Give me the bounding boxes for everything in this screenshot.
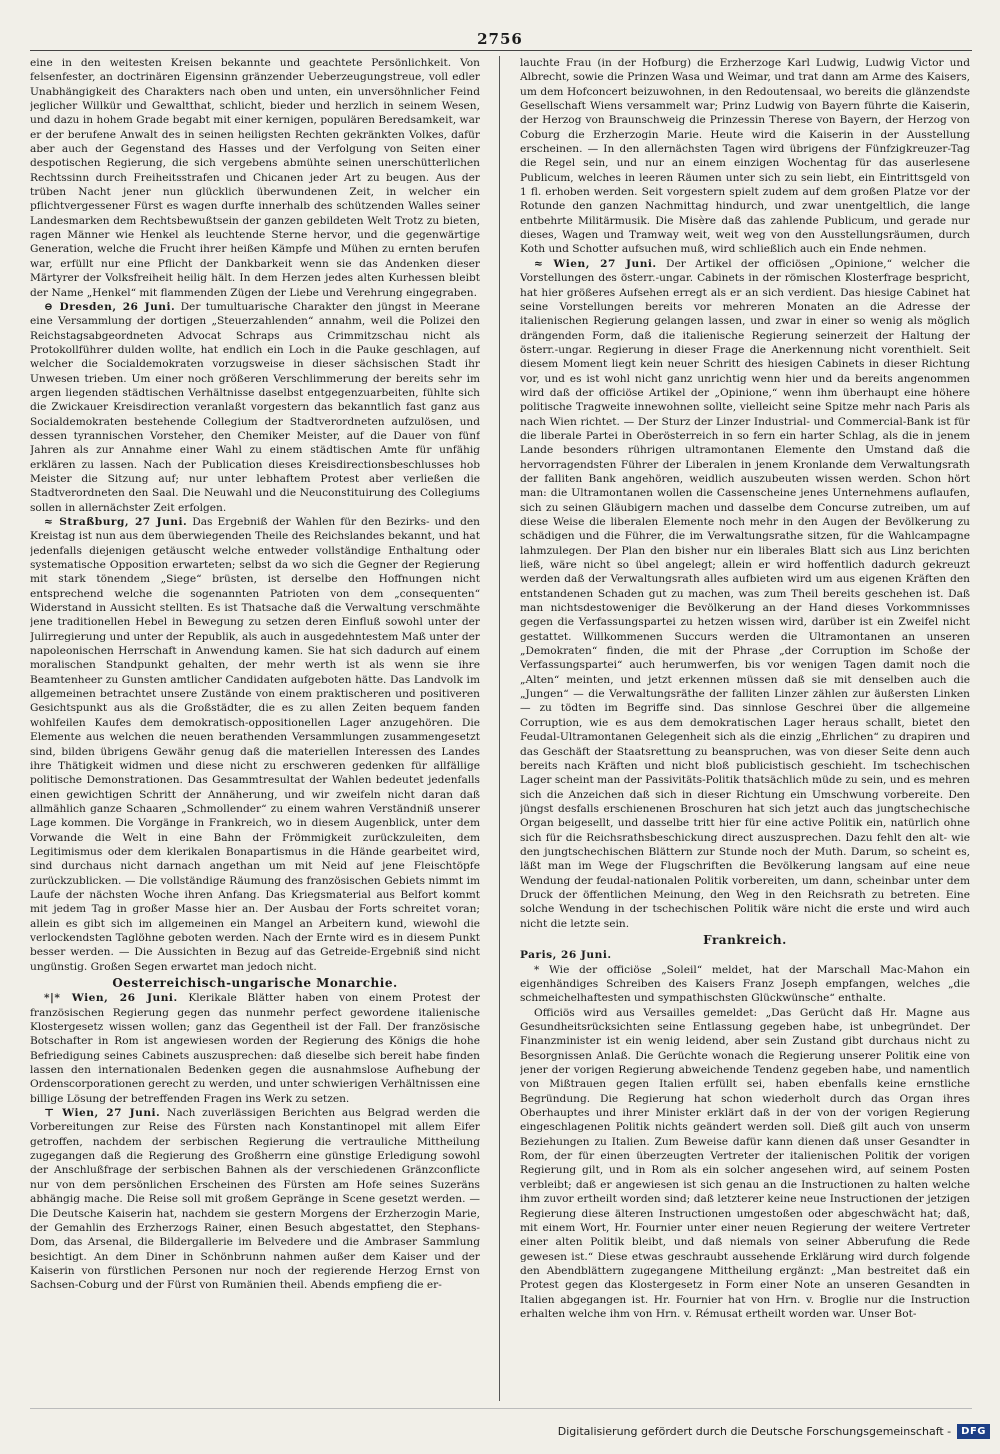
dateline: ≈ Straßburg, 27 Juni. bbox=[44, 516, 188, 528]
footer-credit: Digitalisierung gefördert durch die Deutsche Forschungsgemeinschaft - bbox=[557, 1425, 952, 1438]
article-paragraph bbox=[520, 257, 970, 931]
article-paragraph: * Wie der officiöse „Soleil“ meldet, hat der Marschall Mac-Mahon ein eigenhändiges Schreiben des Kaisers Franz Joseph empfangen, welches „die schmeichelhaftesten und sympathischsten Glückwünsche“ enthalte. bbox=[520, 963, 970, 1005]
section-heading: Oesterreichisch-ungarische Monarchie. bbox=[112, 976, 398, 990]
right-column bbox=[520, 56, 970, 1401]
paragraph-text: Der tumultuarische Charakter den jüngst in Meerane eine Versammlung der dortigen „Steuerzahlenden“ annahm, weil die Polizei den Reichstagsabgeordneten Advocat Schraps aus Crimmitzschau nicht als Protokollführer dulden wollte, hat endlich ein Loch in die Pauke geschlagen, auf welcher die Socialdemokraten vorzugsweise in dieser sächsischen Stadt ihr Unwesen trieben. Um einer noch größeren Verschlimmerung der bereits sehr im argen liegenden städtischen Verhältnisse daselbst entgegenzuarbeiten, fühlte sich die Zwickauer Kreisdirection veranlaßt vorgestern das bekanntlich fast ganz aus Socialdemokraten bestehende Collegium der Stadtverordneten aufzulösen, und dessen tyrannischen Vorsteher, den Chemiker Meister, auf die Dauer von fünf Jahren als zur Annahme einer Wahl zu einem städtischen Amte für unfähig erklären zu lassen. Nach der Publication dieses Kreisdirectionsbeschlusses hob Meister die Sitzung auf; nur unter lebhaftem Protest aber verließen die Stadtverordneten den Saal. Die Neuwahl und die Neuconstituirung des Collegiums sollen in allernächster Zeit erfolgen. bbox=[30, 300, 480, 514]
paragraph-text: Der Artikel der officiösen „Opinione,“ welcher die Vorstellungen des österr.-ungar. Cabinets in der römischen Klosterfrage bespricht, hat hier größeres Aufsehen erregt als er an sich verdient. Das hiesige Cabinet hat seine Vorstellungen bereits vor mehreren Monaten an die Adresse der italienischen Regierung gelangen lassen, und zwar in einer so wenig als möglich drängenden Form, daß die italienische Regierung seinerzeit der Haltung der österr.-ungar. Regierung in dieser Frage die Anerkennung nicht vorenthielt. Seit diesem Moment liegt kein neuer Schritt des hiesigen Cabinets in dieser Richtung vor, und es ist wohl nicht ganz unrichtig wenn hier und da bereits angenommen wird daß der officiöse Artikel der „Opinione,“ wenn ihm überhaupt eine höhere politische Tragweite innewohnen sollte, vielleicht seine Spitze mehr nach Paris als nach Wien richtet. — Der Sturz der Linzer Industrial- und Commercial-Bank ist für die liberale Partei in Oberösterreich in so fern ein harter Schlag, als die in jenem Lande besonders rührigen ultramontanen Elemente den Umstand daß die hervorragendsten Führer der Liberalen in jenem Kronlande dem Verwaltungsrath der falliten Bank angehören, weidlich auszubeuten wissen werden. Schon hört man: die Ultramontanen wollen die Cassenscheine jenes Unternehmens auflaufen, sich zu seinen Gläubigern machen und dasselbe dem Concurse zutreiben, um auf diese Weise die liberalen Elemente noch mehr in den Augen der Bevölkerung zu schädigen und die Führer, die im Verwaltungsrathe sitzen, für die Wahlcampagne lahmzulegen. Der Plan den bisher nur ein liberales Blatt sich aus Linz berichten ließ, wäre nicht so übel angelegt; allein er wird hoffentlich dadurch gekreuzt werden daß der Verwaltungsrath alles aufbieten wird um aus eigenen Kräften den entstandenen Schaden gut zu machen, was zum Theil bereits geschehen ist. Daß man nichtsdestoweniger die Bevölkerung an der Hand dieses Vorkommnisses gegen die Verfassungspartei zu hetzen wissen wird, darüber ist ein Zweifel nicht gestattet. Willkommenen Succurs werden die Ultramontanen an unseren „Demokraten“ finden, die mit der Phrase „der Corruption im Schoße der Verfassungspartei“ auch herumwerfen, bis vor wenigen Tagen damit noch die „Alten“ meinten, und jetzt erkennen müssen daß sie mit denselben auch die „Jungen“ — die Verwaltungsräthe der falliten Linzer zählen zur äußersten Linken — zu tödten im Begriffe sind. Das sinnlose Geschrei über die allgemeine Corruption, wie es aus dem demokratischen Lager heraus schallt, bietet den Feudal-Ultramontanen Gelegenheit sich als die einzig „Ehrlichen“ zu drapiren und das Geschäft der Staatsrettung zu beanspruchen, was von dieser Seite denn auch bereits nach Kräften und nicht bloß publicistisch geschieht. Im tschechischen Lager scheint man der Passivitäts-Politik thatsächlich müde zu sein, und es mehren sich die Anzeichen daß sich in dieser Richtung ein Umschwung vorbereite. Den jüngst desfalls erschienenen Broschuren hat sich jetzt auch das jungtschechische Organ beigesellt, und dasselbe tritt hier für eine active Politik ein, natürlich ohne sich für die Reichsrathsbeschickung direct auszusprechen. Dazu fehlt den alt- wie den jungtschechischen Blättern zur Stunde noch der Muth. Darum, so scheint es, läßt man im Wege der Flugschriften die Bevölkerung langsam auf eine neue Wendung der feudal-nationalen Politik vorbereiten, um dann, scheinbar unter dem Druck der öffentlichen Meinung, den Weg in den Reichsrath zu betreten. Eine solche Wendung in der tschechischen Politik wäre nicht die erste und wird auch nicht die letzte sein. bbox=[520, 257, 970, 930]
dateline: ⊖ Dresden, 26 Juni. bbox=[44, 300, 176, 313]
dateline: ≈ Wien, 27 Juni. bbox=[534, 257, 657, 270]
dateline: Paris, 26 Juni. bbox=[520, 949, 612, 962]
footer bbox=[558, 1424, 990, 1439]
article-paragraph bbox=[30, 991, 480, 1106]
paragraph-text: Nach zuverlässigen Berichten aus Belgrad werden die Vorbereitungen zur Reise des Fürsten nach Konstantinopel mit allem Eifer getroffen, nachdem der serbischen Regierung die vertrauliche Mittheilung zugegangen daß die Regierung des Großherrn eine günstige Erledigung sowohl der Anschlußfrage der serbischen Bahnen als der verschiedenen Gränzconflicte nur von dem persönlichen Erscheinen des Fürsten am Hofe seines Suzeräns abhängig mache. Die Reise soll mit großem Gepränge in Scene gesetzt werden. — Die Deutsche Kaiserin hat, nachdem sie gestern Morgens der Erzherzogin Marie, der Gemahlin des Erzherzogs Rainer, einen Besuch abgestattet, den Stephans-Dom, das Arsenal, die Bildergallerie im Belvedere und die Ambraser Sammlung besichtigt. An dem Diner in Schönbrunn nahmen außer dem Kaiser und der Kaiserin von fürstlichen Personen nur noch der regierende Herzog Ernst von Sachsen-Coburg und der Fürst von Rumänien theil. Abends empfieng die er- bbox=[30, 1107, 480, 1292]
left-column bbox=[30, 56, 480, 1401]
article-paragraph: eine in den weitesten Kreisen bekannte und geachtete Persönlichkeit. Von felsenfester, an doctrinären Eigensinn gränzender Ueberzeugungstreue, voll edler Unabhängigkeit des Charakters nach oben und unten, ein unversöhnlicher Feind jeglicher Willkür und Gewaltthat, schlicht, bieder und herzlich in seinem Wesen, und dazu in hohem Grade begabt mit einer kernigen, populären Beredsamkeit, war er der berufene Anwalt des in seinen heiligsten Rechten gekränkten Volkes, dafür aber auch der Gegenstand des Hasses und der Verfolgung von Seiten einer despotischen Regierung, die sich vergebens abmühte seinen unerschütterlichen Rechtssinn durch Freiheitsstrafen und Chicanen jeder Art zu beugen. Aus der trüben Nacht jener nun glücklich überwundenen Zeit, in welcher ein pflichtvergessener Fürst es wagen durfte innerhalb des schützenden Walles seiner Landesmarken dem Rechtsbewußtsein der ganzen gebildeten Welt Trotz zu bieten, ragen Männer wie Henkel als leuchtende Sterne hervor, und die gegenwärtige Generation, welche die Frucht ihrer heißen Kämpfe und Mühen zu ernten berufen war, erfüllt nur eine Pflicht der Dankbarkeit wenn sie das Andenken dieser Märtyrer der Volksfreiheit heilig hält. In dem Herzen jedes alten Kurhessen bleibt der Name „Henkel“ mit flammenden Zügen der Liebe und Verehrung eingegraben. bbox=[30, 57, 480, 299]
article-paragraph bbox=[30, 1106, 480, 1292]
footer-rule bbox=[30, 1408, 972, 1409]
section-heading: Frankreich. bbox=[703, 932, 787, 947]
dfg-logo: DFG bbox=[957, 1424, 990, 1439]
article-paragraph bbox=[30, 300, 480, 515]
page-number: 2756 bbox=[477, 30, 523, 48]
column-divider bbox=[499, 56, 500, 1401]
top-rule bbox=[30, 50, 972, 51]
paragraph-text: Klerikale Blätter haben von einem Protest der französischen Regierung gegen das nunmehr perfect gewordene italienische Klostergesetz wissen wollen; ganz das Gegentheil ist der Fall. Der französische Botschafter in Rom ist angewiesen worden der Regierung des Königs die hohe Befriedigung seines Cabinets auszusprechen: daß dieselbe sich bereit habe finden lassen den internationalen Bedenken gegen die ausnahmslose Aufhebung der Ordenscorporationen gerecht zu werden, und unter schwierigen Verhältnissen eine billige Lösung der betreffenden Fragen ins Werk zu setzen. bbox=[30, 992, 480, 1105]
article-paragraph: Officiös wird aus Versailles gemeldet: „Das Gerücht daß Hr. Magne aus Gesundheitsrücksichten seine Entlassung gegeben habe, ist unbegründet. Der Finanzminister ist ein wenig leidend, aber sein Zustand gibt durchaus nicht zu Besorgnissen Anlaß. Die Gerüchte wonach die Regierung unserer Politik eine von jener der vorigen Regierung abweichende Tendenz gegeben habe, und namentlich von Mißtrauen gegen Italien erfüllt sei, haben ebenfalls keine ernstliche Begründung. Die Regierung hat schon wiederholt durch das Organ ihres Oberhauptes und ihrer Minister erklärt daß in der von der vorigen Regierung eingeschlagenen Politik nichts geändert werden soll. Dieß gilt auch von unserm Beziehungen zu Italien. Zum Beweise dafür kann dienen daß unser Gesandter in Rom, der für einen überzeugten Vertreter der italienischen Politik der vorigen Regierung gilt, und in Rom als ein solcher angesehen wird, auf seinem Posten verbleibt; daß er angewiesen ist sich genau an die Instructionen zu halten welche ihm zuvor ertheilt worden sind; daß letzterer keine neue Instructionen der jetzigen Regierung diese älteren Instructionen umgestoßen oder abgeschwächt hat; daß, mit einem Wort, Hr. Fournier unter einer neuen Regierung der weitere Vertreter einer alten Politik bleibt, und daß niemals von seiner Abberufung die Rede gewesen ist.“ Diese etwas geschraubt aussehende Erklärung wird durch folgende den Abendblättern zugegangene Mittheilung ergänzt: „Man bestreitet daß ein Protest gegen das Klostergesetz in Form einer Note an unseren Gesandten in Italien abgegangen ist. Hr. Fournier hat von Hrn. v. Broglie nur die Instruction erhalten welche ihm von Hrn. v. Rémusat ertheilt worden war. Unser Bot- bbox=[520, 1006, 970, 1320]
dateline: ⊤ Wien, 27 Juni. bbox=[44, 1107, 161, 1120]
paragraph-text: Das Ergebniß der Wahlen für den Bezirks- und den Kreistag ist nun aus dem überwiegenden Theile des Reichslandes bekannt, und hat jedenfalls diejenigen getäuscht welche entweder vollständige Enthaltung oder systematische Opposition erwarteten; selbst da wo sich die Gegner der Regierung mit stark tönendem „Siege“ brüsten, ist derselbe den Hoffnungen nicht entsprechend welche die sogenannten Patrioten von dem „consequenten“ Widerstand in Aussicht stellten. Es ist Thatsache daß die Verwaltung verschmähte jene traditionellen Hebel in Bewegung zu setzen deren Einfluß sowohl unter der Julirregierung und unter der Republik, als auch in ausgedehntestem Maß unter der napoleonischen Herrschaft in Anwendung kamen. Sie hat sich dadurch auf einem moralischen Standpunkt gehalten, der mehr werth ist als wenn sie ihre Beamtenheer zu Gunsten amtlicher Candidaten aufgeboten hätte. Das Landvolk im allgemeinen betrachtet unsere Zustände von einem praktischeren und positiveren Gesichtspunkt aus als die Großstädter, die es zu allen Zeiten bequem fanden wohlfeilen Kaufes dem demokratisch-oppositionellen Lager anzugehören. Die Elemente aus welchen die neuen berathenden Versammlungen zusammengesetzt sind, bilden übrigens Gewähr genug daß die materiellen Interessen des Landes ihre Thätigkeit widmen und diese nicht zu erschweren gedenken für allfällige politische Demonstrationen. Das Gesammtresultat der Wahlen bedeutet jedenfalls einen gewichtigen Schritt der Annäherung, und wir zweifeln nicht daran daß allmählich ganze Schaaren „Schmollender“ zu einem wahren Verständniß unserer Lage kommen. Die Vorgänge in Frankreich, wo in diesem Augenblick, unter dem Vorwande die Welt in eine Bahn der Frömmigkeit zurückzuleiten, dem Legitimismus oder dem klerikalen Bonapartismus in die Hände gearbeitet wird, sind durchaus nicht darnach angethan um mit Neid auf jene Fleischtöpfe zurückzublicken. — Die vollständige Räumung des französischen Gebiets nimmt im Laufe der nächsten Woche ihren Anfang. Das Kriegsmaterial aus Belfort kommt mit jedem Tag in großer Masse hier an. Der Ausbau der Forts schreitet voran; allein es gibt sich im allgemeinen ein Mangel an Arbeitern kund, wiewohl die verlockendsten Taglöhne geboten werden. Nach der Ernte wird es in diesem Punkt besser werden. — Die Aussichten in Bezug auf das Getreide-Ergebniß sind nicht ungünstig. Großen Segen erwartet man jedoch nicht. bbox=[30, 516, 480, 973]
article-paragraph bbox=[520, 948, 970, 962]
article-paragraph bbox=[30, 515, 480, 974]
dateline: *|* Wien, 26 Juni. bbox=[44, 992, 178, 1005]
article-paragraph: lauchte Frau (in der Hofburg) die Erzherzoge Karl Ludwig, Ludwig Victor und Albrecht, sowie die Prinzen Wasa und Weimar, und trat dann am Arme des Kaisers, um dem Hofconcert beizuwohnen, in den Redoutensaal, wo bereits die glänzendste Gesellschaft Wiens versammelt war; Prinz Ludwig von Bayern führte die Kaiserin, der Herzog von Braunschweig die Prinzessin Therese von Bayern, der Herzog von Coburg die Erzherzogin Marie. Heute wird die Kaiserin in der Ausstellung erscheinen. — In den allernächsten Tagen wird übrigens der Fünfzigkreuzer-Tag die Regel sein, und nur an einem einzigen Wochentag für das auserlesene Publicum, welches in leeren Räumen unter sich zu sein liebt, ein Eintrittsgeld von 1 fl. erhoben werden. Seit vorgestern spielt zudem auf dem großen Platze vor der Rotunde den ganzen Nachmittag hindurch, und zwar unentgeltlich, die lange entbehrte Militärmusik. Die Misère daß das zahlende Publicum, und gerade nur dieses, Wagen und Tramway weit, weit weg von den Ausstellungsräumen, durch Koth und Schotter aufsuchen muß, wird schließlich auch ein Ende nehmen. bbox=[520, 57, 970, 256]
